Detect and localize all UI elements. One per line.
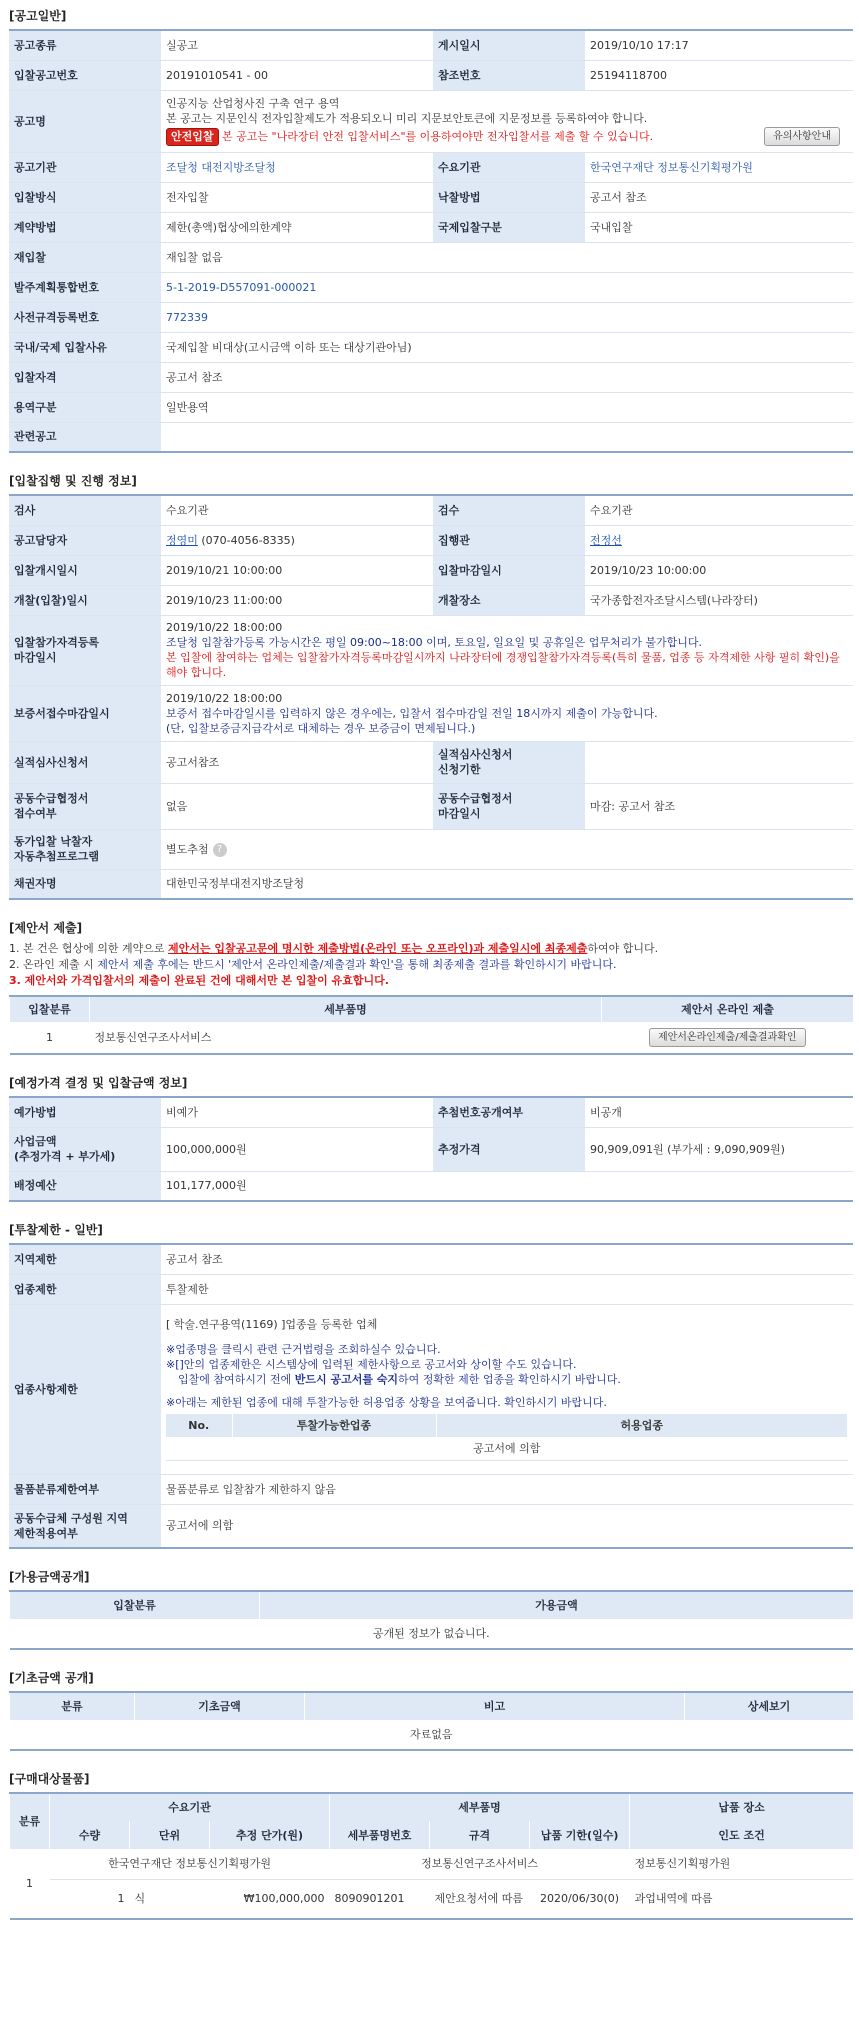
price-table (9, 1096, 853, 1202)
value: 없음 (161, 783, 433, 829)
label: 공고명 (9, 90, 161, 152)
safe-bid-text: 본 공고는 "나라장터 안전 입찰서비스"를 이용하여야만 전자입찰서를 제출 할 수 있습니다. (222, 130, 654, 143)
manager-phone: (070-4056-8335) (201, 533, 295, 547)
reg-warning: 본 입찰에 참여하는 업체는 입찰참가자격등록마감일시까지 나라장터에 경쟁입찰참가자격등록(특히 물품, 업종 등 자격제한 사항 필히 확인)을 해야 합니다. (166, 651, 840, 679)
cell: 정보통신연구조사서비스 (330, 1849, 630, 1879)
label: 공동수급체 구성원 지역 제한적용여부 (9, 1504, 161, 1548)
deposit-note-2: (단, 입찰보증금지급각서로 대체하는 경우 보증금이 면제됩니다.) (166, 721, 476, 735)
proposal-table (9, 995, 853, 1055)
label: 입찰마감일시 (433, 555, 585, 585)
value (161, 422, 853, 452)
label: 추첨번호공개여부 (433, 1097, 585, 1127)
help-icon[interactable]: ? (213, 843, 227, 857)
col-header: 세부품명번호 (330, 1821, 430, 1849)
value: 공고서 참조 (585, 182, 853, 212)
label: 물품분류제한여부 (9, 1474, 161, 1504)
cell: 한국연구재단 정보통신기획평가원 (50, 1849, 330, 1879)
value: 2019/10/23 10:00:00 (585, 555, 853, 585)
table-row (10, 1849, 854, 1879)
value: 국내입찰 (585, 212, 853, 242)
label: 채권자명 (9, 869, 161, 899)
section-title-general: [공고일반] (9, 9, 67, 23)
label: 공동수급협정서 접수여부 (9, 783, 161, 829)
allowed-industry-table (166, 1414, 848, 1461)
execution-table (9, 494, 853, 900)
cell: 1 (10, 1849, 50, 1919)
deposit-cell (161, 685, 853, 741)
general-table (9, 29, 853, 453)
label: 예가방법 (9, 1097, 161, 1127)
value: 대한민국정부대전지방조달청 (161, 869, 853, 899)
cell: 1 (50, 1879, 130, 1919)
col-header: 수요기관 (50, 1793, 330, 1821)
value (585, 741, 853, 783)
label: 낙찰방법 (433, 182, 585, 212)
col-header: 입찰분류 (10, 996, 90, 1022)
label: 동가입찰 낙찰자 자동추첨프로그램 (9, 829, 161, 869)
label: 게시일시 (433, 30, 585, 60)
cell: 공고서에 의함 (166, 1437, 848, 1461)
cell: 8090901201 (330, 1879, 430, 1919)
label: 검수 (433, 495, 585, 525)
note-1 (9, 941, 853, 957)
limit-note-2: ※[]안의 업종제한은 시스템상에 입력된 제한사항으로 공고서와 상이할 수도 있습니다. (166, 1358, 577, 1371)
value: 제한(총액)협상에의한계약 (161, 212, 433, 242)
deposit-deadline: 2019/10/22 18:00:00 (166, 691, 283, 705)
label: 수요기관 (433, 152, 585, 182)
reg-note: 조달청 입찰참가등록 가능시간은 평일 09:00~18:00 이며, 토요일, 일요일 및 공휴일은 업무처리가 불가합니다. (166, 636, 702, 649)
proposal-submit-button[interactable]: 제안서온라인제출/제출결과확인 (649, 1028, 806, 1047)
note-text: 입찰에 참여하시기 전에 (178, 1373, 295, 1386)
notice-name-cell (161, 90, 853, 152)
purchase-table (9, 1792, 853, 1920)
value: 공고서 참조 (161, 1244, 853, 1274)
section-title-execution: [입찰집행 및 진행 정보] (9, 474, 137, 488)
section-title-restriction: [투찰제한 - 일반] (9, 1223, 103, 1237)
cell: 과업내역에 따름 (630, 1879, 853, 1919)
value: 90,909,091원 (부가세 : 9,090,909원) (585, 1127, 853, 1171)
executor-link[interactable]: 전정선 (590, 533, 622, 547)
label: 공고기관 (9, 152, 161, 182)
value: 마감: 공고서 참조 (585, 783, 853, 829)
value: 별도추첨 (166, 842, 209, 856)
order-plan-link[interactable]: 5-1-2019-D557091-000021 (161, 272, 853, 302)
manager-name-link[interactable]: 정영미 (166, 533, 198, 547)
note-emphasis: 반드시 공고서를 숙지 (294, 1373, 399, 1386)
table-row (10, 1720, 854, 1750)
col-header: 납품 기한(일수) (530, 1821, 630, 1849)
cell: 식 (130, 1879, 210, 1919)
value: 투찰제한 (161, 1274, 853, 1304)
table-row (10, 1619, 854, 1649)
label: 배정예산 (9, 1171, 161, 1201)
available-amount-table (9, 1590, 853, 1650)
section-title-purchase: [구매대상물품] (9, 1772, 90, 1786)
notice-name: 인공지능 산업청사진 구축 연구 용역 (166, 97, 340, 110)
table-row (166, 1437, 848, 1461)
label: 업종사항제한 (9, 1304, 161, 1474)
col-header: 가용금액 (260, 1591, 854, 1619)
value: 2019/10/23 11:00:00 (161, 585, 433, 615)
section-title-proposal: [제안서 제출] (9, 921, 83, 935)
col-header: 납품 장소 (630, 1793, 853, 1821)
label: 집행관 (433, 525, 585, 555)
value: 국제입찰 비대상(고시금액 이하 또는 대상기관아님) (161, 332, 853, 362)
section-title-price: [예정가격 결정 및 입찰금액 정보] (9, 1076, 188, 1090)
col-header: 분류 (10, 1692, 135, 1720)
label: 실적심사신청서 (9, 741, 161, 783)
table-row (10, 1879, 854, 1919)
value: 실공고 (161, 30, 433, 60)
reg-deadline: 2019/10/22 18:00:00 (166, 621, 283, 634)
executor-cell (585, 525, 853, 555)
col-header: 세부품명 (330, 1793, 630, 1821)
base-amount-table (9, 1691, 853, 1751)
note-text: 하여야 합니다. (587, 942, 659, 955)
col-header: 입찰분류 (10, 1591, 260, 1619)
label: 계약방법 (9, 212, 161, 242)
note-emphasis: 제안서 제출 후에는 반드시 '제안서 온라인제출/제출결과 확인'을 통해 최종제출 결과를 확인하시기 바랍니다. (97, 958, 617, 971)
note-emphasis: 제안서는 입찰공고문에 명시한 제출방법(온라인 또는 오프라인)과 제출일시에 최종제출 (168, 942, 588, 955)
section-title-base-amount: [기초금액 공개] (9, 1671, 94, 1685)
note-text: 2. 온라인 제출 시 (9, 958, 98, 971)
label: 검사 (9, 495, 161, 525)
safe-bid-badge: 안전입찰 (166, 128, 219, 146)
label: 실적심사신청서 신청기한 (433, 741, 585, 783)
label: 재입찰 (9, 242, 161, 272)
cell: 1 (10, 1022, 90, 1054)
cell: 정보통신기획평가원 (630, 1849, 853, 1879)
value: 공고서 참조 (161, 362, 853, 392)
label: 공고담당자 (9, 525, 161, 555)
label: 추정가격 (433, 1127, 585, 1171)
label: 개찰장소 (433, 585, 585, 615)
col-header: 세부품명 (90, 996, 602, 1022)
label: 입찰공고번호 (9, 60, 161, 90)
proposal-notes (9, 941, 853, 989)
empty-message: 공개된 정보가 없습니다. (10, 1619, 854, 1649)
label: 보증서접수마감일시 (9, 685, 161, 741)
value: 2019/10/10 17:17 (585, 30, 853, 60)
reg-deadline-cell (161, 615, 853, 685)
section-title-available: [가용금액공개] (9, 1570, 90, 1584)
note-3: 3. 제안서와 가격입찰서의 제출이 완료된 건에 대해서만 본 입찰이 유효합니다. (9, 974, 389, 987)
label: 국제입찰구분 (433, 212, 585, 242)
value: 101,177,000원 (161, 1171, 853, 1201)
industry-limit[interactable]: [ 학술.연구용역(1169) ]업종을 등록한 업체 (166, 1318, 378, 1331)
deposit-note: 보증서 접수마감일시를 입력하지 않은 경우에는, 입찰서 접수마감일 전일 18시까지 제출이 가능합니다. (166, 706, 658, 720)
label: 공동수급협정서 마감일시 (433, 783, 585, 829)
restriction-table (9, 1243, 853, 1549)
manager-cell (161, 525, 433, 555)
col-header: 허용업종 (436, 1414, 848, 1437)
label: 지역제한 (9, 1244, 161, 1274)
auto-draw-cell (161, 829, 853, 869)
value: 수요기관 (585, 495, 853, 525)
label: 용역구분 (9, 392, 161, 422)
note-text: 1. 본 건은 협상에 의한 계약으로 (9, 942, 168, 955)
value: 비예가 (161, 1097, 433, 1127)
col-header: 비고 (305, 1692, 685, 1720)
col-header: 수량 (50, 1821, 130, 1849)
value: 공고서에 의함 (161, 1504, 853, 1548)
col-header: No. (166, 1414, 232, 1437)
industry-limit-cell (161, 1304, 853, 1474)
label: 사전규격등록번호 (9, 302, 161, 332)
notice-guide-button[interactable]: 유의사항안내 (764, 127, 840, 146)
note-text: 하여 정확한 제한 업종을 확인하시기 바랍니다. (398, 1373, 621, 1386)
value: 2019/10/21 10:00:00 (161, 555, 433, 585)
value: 25194118700 (585, 60, 853, 90)
label: 입찰개시일시 (9, 555, 161, 585)
value: 20191010541 - 00 (161, 60, 433, 90)
safe-bid-row (166, 126, 848, 146)
label: 입찰참가자격등록 마감일시 (9, 615, 161, 685)
col-header: 기초금액 (135, 1692, 305, 1720)
value: 물품분류로 입찰참가 제한하지 않음 (161, 1474, 853, 1504)
col-header: 투찰가능한업종 (232, 1414, 436, 1437)
fingerprint-notice: 본 공고는 지문인식 전자입찰제도가 적용되오니 미리 지문보안토큰에 지문정보를 등록하여야 합니다. (166, 112, 648, 125)
label: 관련공고 (9, 422, 161, 452)
value: 재입찰 없음 (161, 242, 853, 272)
cell: 제안요청서에 따름 (430, 1879, 530, 1919)
label: 업종제한 (9, 1274, 161, 1304)
cell (602, 1022, 854, 1054)
label: 참조번호 (433, 60, 585, 90)
label: 입찰자격 (9, 362, 161, 392)
limit-note-3 (166, 1372, 848, 1387)
col-header: 인도 조건 (630, 1821, 853, 1849)
value: 100,000,000원 (161, 1127, 433, 1171)
cell: ₩100,000,000 (210, 1879, 330, 1919)
table-row (10, 1022, 854, 1054)
limit-note-4: ※아래는 제한된 업종에 대해 투찰가능한 허용업종 상황을 보여줍니다. 확인하시기 바랍니다. (166, 1396, 607, 1409)
value: 비공개 (585, 1097, 853, 1127)
label: 사업금액 (추정가격 + 부가세) (9, 1127, 161, 1171)
value: 일반용역 (161, 392, 853, 422)
note-2 (9, 957, 853, 973)
col-header: 제안서 온라인 제출 (602, 996, 854, 1022)
value: 수요기관 (161, 495, 433, 525)
label: 발주계획통합번호 (9, 272, 161, 302)
label: 국내/국제 입찰사유 (9, 332, 161, 362)
value: 국가종합전자조달시스템(나라장터) (585, 585, 853, 615)
label: 공고종류 (9, 30, 161, 60)
col-header: 추정 단가(원) (210, 1821, 330, 1849)
col-header: 규격 (430, 1821, 530, 1849)
cell: 2020/06/30(0) (530, 1879, 630, 1919)
value: 전자입찰 (161, 182, 433, 212)
empty-message: 자료없음 (10, 1720, 854, 1750)
cell: 정보통신연구조사서비스 (90, 1022, 602, 1054)
value: 공고서참조 (161, 741, 433, 783)
limit-note-1: ※업종명을 클릭시 관련 근거법령을 조회하실수 있습니다. (166, 1343, 441, 1356)
label: 입찰방식 (9, 182, 161, 212)
demand-org-link[interactable]: 한국연구재단 정보통신기획평가원 (585, 152, 853, 182)
col-header: 분류 (10, 1793, 50, 1849)
col-header: 상세보기 (685, 1692, 854, 1720)
notice-org-link[interactable]: 조달청 대전지방조달청 (161, 152, 433, 182)
col-header: 단위 (130, 1821, 210, 1849)
pre-spec-link[interactable]: 772339 (161, 302, 853, 332)
label: 개찰(입찰)일시 (9, 585, 161, 615)
